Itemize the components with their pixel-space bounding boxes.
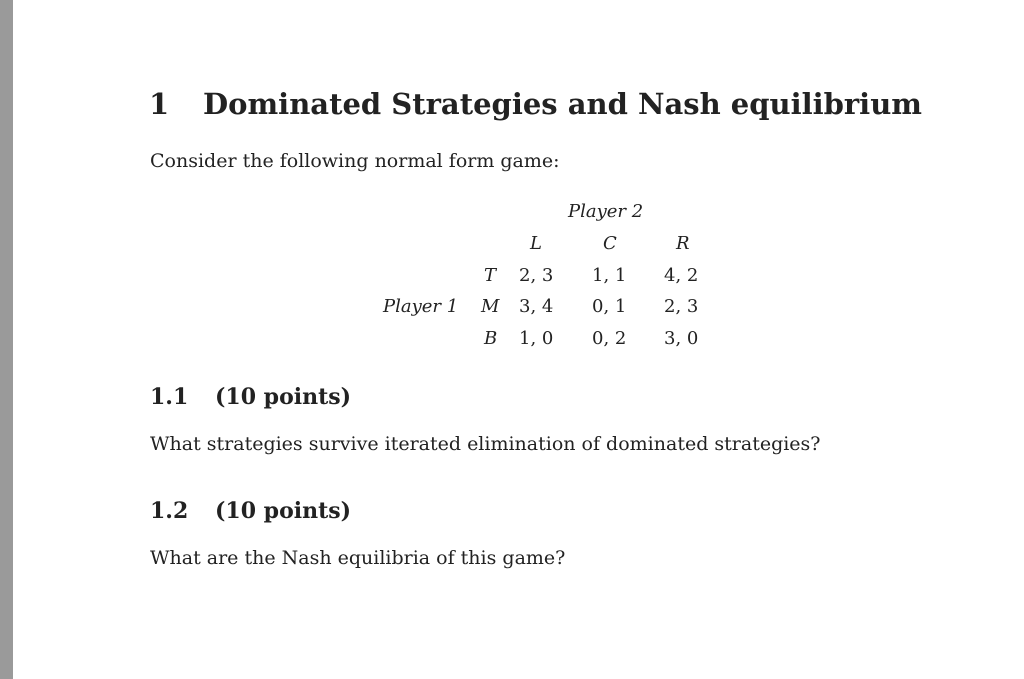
player1-label: Player 1 [383, 296, 459, 317]
payoff-cell: 0, 1 [592, 296, 627, 317]
payoff-cell: 4, 2 [664, 265, 699, 286]
subsection-title: (10 points) [215, 498, 352, 524]
column-header-C: C [603, 233, 617, 254]
subsection-title: (10 points) [215, 384, 352, 410]
payoff-cell: 0, 2 [592, 328, 627, 349]
section-title: Dominated Strategies and Nash equilibrium [203, 87, 922, 121]
payoff-cell: 3, 0 [664, 328, 699, 349]
row-label-B: B [484, 328, 498, 349]
payoff-cell: 1, 1 [592, 265, 627, 286]
payoff-cell: 1, 0 [519, 328, 554, 349]
subsection-number: 1.1 [150, 384, 189, 410]
player2-label: Player 2 [568, 201, 644, 222]
column-header-L: L [530, 233, 542, 254]
subsection-number: 1.2 [150, 498, 189, 524]
intro-text: Consider the following normal form game: [150, 150, 560, 172]
question-text: What strategies survive iterated elimination of dominated strategies? [150, 433, 821, 455]
payoff-cell: 2, 3 [519, 265, 554, 286]
section-number: 1 [149, 87, 170, 121]
payoff-cell: 3, 4 [519, 296, 554, 317]
row-label-M: M [481, 296, 500, 317]
left-margin-bar [0, 0, 13, 679]
column-header-R: R [676, 233, 690, 254]
payoff-cell: 2, 3 [664, 296, 699, 317]
question-text: What are the Nash equilibria of this game? [150, 547, 566, 569]
row-label-T: T [484, 265, 497, 286]
